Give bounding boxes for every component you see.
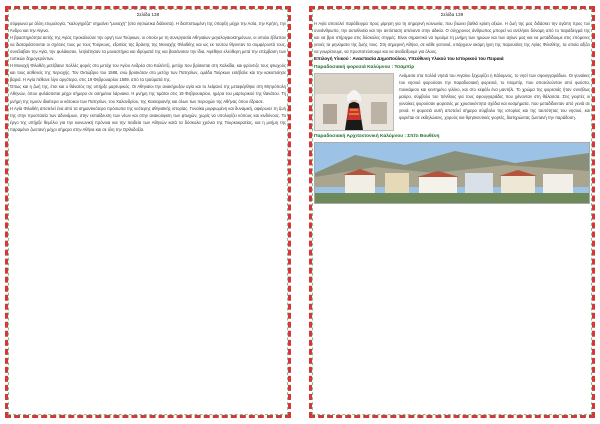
architecture-photo: [314, 142, 590, 204]
left-paragraph-5: Η Αγία Φιλοθέη αποτελεί ένα από τα σημαντικότερα πρόσωπα της νεότερης αθηναϊκής ιστορίας. Γυναίκα μορφωμένη και δυναμική, αφιέρωσε τη ζωή της στην προστασία των αδυνάμων, στην εκπαίδευση των νέων και στην ανακούφιση των φτωχών, χωρίς να υπολογίζει κόπους και κινδύνους. Το έργο της υπήρξε θεμέλιο για την κοινωνική πρόνοια και την παιδεία των Αθηνών κατά τα δύσκολα χρόνια της Τουρκοκρατίας, και η μνήμη της παραμένει ζωντανή μέχρι σήμερα στην Αθήνα και σε όλη την Ορθοδοξία.: [10, 105, 286, 132]
left-paragraph-4: Όπως και η ζωή της, έτσι και ο θάνατός της υπήρξε μαρτυρικός. Οι Αθηναίοι την ανακήρυξαν αγία και το λείψανό της μεταφέρθηκε στη Μητρόπολη Αθηνών, όπου φυλάσσεται μέχρι σήμερα σε ασημένια λάρνακα. Η μνήμη της τιμάται στις 19 Φεβρουαρίου, ημέρα του μαρτυρικού της θανάτου. Τη μνήμη της τιμούν ιδιαίτερα οι κάτοικοι των Πατησίων, του Χαλανδρίου, της Καισαριανής και όλων των περιοχών της Αθήνας όπου έδρασε.: [10, 84, 286, 104]
costume-description: Ανάμεσα στα πολλά νησιά του Αιγαίου ξεχωρίζει η Κάλυμνος, το νησί των σφουγγαράδων. Οι γυναίκες του νησιού φορούσαν την παραδοσιακή φορεσιά, το τσαμπίρ, που αποτελούνταν από φούστα, πουκάμισο και κεντημένο γιλέκο, και στο κεφάλι ένα μαντήλι. Το χρώμα της φορεσιάς ήταν συνήθως μαύρο, σύμβολο του πένθους για τους σφουγγαράδες που χάνονταν στη θάλασσα. Στις γιορτές οι γυναίκες φορούσαν φορεσιές με χρυσοκέντητα σχέδια και κοσμήματα, που μεταδίδονταν από γενιά σε γενιά. Η φορεσιά αυτή αποτελεί σήμερα σύμβολο της ιστορίας και της ταυτότητας του νησιού, και φοριέται σε εκδηλώσεις, χορούς και θρησκευτικές γιορτές, διατηρώντας ζωντανή την παράδοση.: [399, 73, 590, 121]
subsection-heading-architecture: Παραδοσιακή Αρχιτεκτονική Καλύμνου : Σπίτι Βουθένη: [314, 134, 440, 140]
right-page: [309, 6, 595, 418]
left-page: [5, 6, 291, 418]
right-intro-paragraph: Η Αγία αποτελεί παράδειγμα προς μίμηση για τη σημερινή κοινωνία, που βιώνει βαθιά κρίση αξιών. Η ζωή της μας διδάσκει την αγάπη προς τον συνάνθρωπο, την αυτοθυσία και την αντίσταση απέναντι στην αδικία. Ο σύγχρονος άνθρωπος μπορεί να αντλήσει δύναμη από το παράδειγμά της και να βρει στήριγμα στις δύσκολες στιγμές. Είναι σημαντικό να τιμούμε τη μνήμη των ηρώων και των αγίων μας και να μεταδίδουμε στις επόμενες γενιές τα μηνύματα της ζωής τους. Στη σημερινή Αθήνα, σε κάθε γειτονιά, υπάρχουν ακόμη ίχνη της παρουσίας της Αγίας Φιλοθέης, τα οποία αξίζει να γνωρίσουμε, να προστατεύσουμε και να αναδείξουμε για όλους.: [314, 21, 590, 55]
section-heading: Επιλογή Υλικού : Αναστασία Δημοπούλου, Υπεύθυνη Υλικού του Ιστορικού του Πειραιά: [314, 56, 504, 62]
left-paragraph-1: σύμφωνα με άλλη ετυμολογία, "καλογηρέζα" σημαίνει "μοναχή" (στα νησιώτικα διάλεκτα). Η διαπιστωμένη της ύπαρξη μέχρι την Ασία, την Κρήτη, την Άνδρο και την Αίγινα.: [10, 21, 286, 34]
subsection-heading-costume: Παραδοσιακή φορεσιά Καλύμνου : Τσαμπίρ: [314, 64, 415, 70]
left-paragraph-3: Η Μοναχή Φιλοθέη μετέβαινε πολλές φορές στο μετόχι του Αγίου Ανδρέα στο Καλέντζι, μετόχι που βρίσκεται στη Χαλκίδα, και φρόντιζε τους φτωχούς και τους ασθενείς της περιοχής. Τον Οκτώβριο του 1588, ενώ βρισκόταν στο μετόχι των Πατησίων, ομάδα Τούρκων εισέβαλε και την κακοποίησε βαριά. Η Αγία πέθανε λίγο αργότερα, στις 19 Φεβρουαρίου 1589, από τα τραύματά της.: [10, 63, 286, 83]
page-number-left: Σελίδα 138: [136, 12, 160, 17]
left-paragraph-2: Η βραστηριότητα αυτής της Αγίας προκαλούσε την οργή των Τούρκων, οι οποίοι με τη συνεργασία Αθηναίων μεγαλογαιοκτημόνων, οι οποίοι έβλεπαν να διαταράσσονται οι σχέσεις τους με τους Τούρκους, εξαιτίας της δράσης της Μοναχής Φιλοθέης και ως εκ τούτου θίγονταν τα συμφέροντά τους, συνέλαβαν την Αγία, την φυλάκισαν, λεηλάτησαν τα μοναστήρια και ιδρύματά της και βασάνισαν την ίδια. Αφέθηκε ελεύθερη μετά την επέμβαση των τοπικών δημογερόντων.: [10, 35, 286, 62]
page-number-right: Σελίδα 139: [440, 12, 464, 17]
architecture-photo-image: [315, 143, 589, 203]
